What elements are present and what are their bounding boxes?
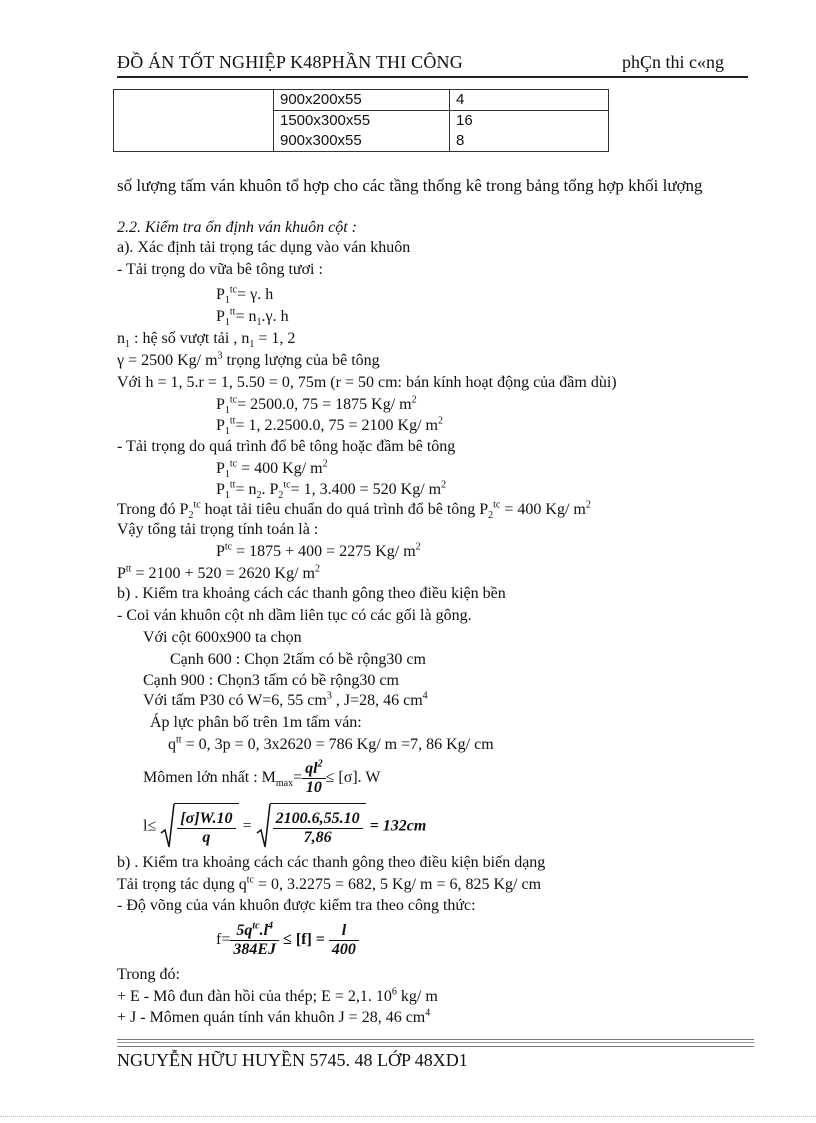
formula-part: Mômen lớn nhất : M <box>143 769 276 786</box>
formula-sup: tc <box>229 458 238 470</box>
fraction-denominator: 7,86 <box>303 828 332 846</box>
numerator-text: .l <box>259 921 269 939</box>
text-line: Áp lực phân bố trên 1m tấm ván: <box>150 714 362 731</box>
fraction-numerator <box>302 760 325 779</box>
formula-sub: 1 <box>256 317 262 329</box>
formula-part: P <box>216 308 225 325</box>
text-sub: 1 <box>125 339 130 351</box>
text-line: b) . Kiểm tra khoảng cách các thanh gông theo điều kiện biến dạng <box>117 854 546 871</box>
text-part: Trong đó P <box>117 501 189 518</box>
fraction <box>177 810 235 847</box>
numerator-text: 5q <box>236 921 253 939</box>
fraction <box>329 922 359 959</box>
formula-part: = γ. h <box>237 286 274 303</box>
formula-part: = n <box>235 481 257 498</box>
fraction-numerator: l <box>329 922 359 941</box>
fraction-numerator: 2100.6,55.10 <box>273 810 363 829</box>
text-line <box>117 987 438 1007</box>
formula-sup: 2 <box>415 541 421 553</box>
formula-sup: tt <box>229 306 236 318</box>
formula-part: = 2500.0, 75 = 1875 Kg/ m <box>237 396 412 413</box>
table-cell-size: 1500x300x55 <box>274 111 450 132</box>
radical-sign-icon <box>160 803 176 849</box>
formula-sub: 1 <box>224 426 230 438</box>
text-line: Vậy tổng tải trọng tính toán là : <box>117 521 319 538</box>
formula-sup: 2 <box>322 458 328 470</box>
formula-part: = 1, 3.400 = 520 Kg/ m <box>290 481 442 498</box>
text-line: a). Xác định tải trọng tác dụng vào ván khuôn <box>117 239 411 256</box>
text-line <box>117 500 591 520</box>
formula-sup: tt <box>176 734 182 746</box>
text-part: Tải trọng tác dụng q <box>117 876 247 893</box>
text-sub: 1 <box>249 339 255 351</box>
text-line: Với h = 1, 5.r = 1, 5.50 = 0, 75m (r = 50 cm: bán kính hoạt động của đầm dùi) <box>117 374 617 391</box>
formula-part: = 0, 3p = 0, 3x2620 = 786 Kg/ m =7, 86 Kg/ cm <box>181 736 494 753</box>
formula-part: = 1, 2.2500.0, 75 = 2100 Kg/ m <box>235 417 438 434</box>
text-line: - Tải trọng do quá trình đổ bê tông hoặc đầm bê tông <box>117 438 456 455</box>
formula-spacing <box>143 803 426 851</box>
formula-sub: max <box>275 778 294 790</box>
formula-part: P <box>117 565 126 582</box>
numerator-sup: 4 <box>268 920 274 932</box>
page-edge-divider <box>0 1116 816 1117</box>
text-line <box>117 1008 430 1028</box>
text-line <box>143 691 428 711</box>
formula-part: P <box>216 481 225 498</box>
sqrt-2 <box>256 803 366 851</box>
header-title: ĐỒ ÁN TỐT NGHIỆP K48PHẦN THI CÔNG <box>117 52 463 72</box>
formula-part: q <box>168 736 176 753</box>
formula-part: = 400 Kg/ m <box>237 460 323 477</box>
table-cell-size: 900x200x55 <box>274 90 450 111</box>
numerator-text: ql <box>305 759 318 777</box>
text-sup: 3 <box>326 690 332 702</box>
text-part: trọng lượng của bê tông <box>222 352 380 369</box>
formula-part: P <box>216 460 225 477</box>
footer-rule <box>117 1039 754 1047</box>
formula-line <box>216 459 328 479</box>
table-cell-name <box>114 90 274 152</box>
text-part: Với tấm P30 có W=6, 55 cm <box>143 692 327 709</box>
formula-part: = n <box>235 308 257 325</box>
text-line: Cạnh 900 : Chọn3 tấm có bề rộng30 cm <box>143 672 399 689</box>
paragraph-summary: số lượng tấm ván khuôn tổ hợp cho các tầng thống kê trong bảng tổng hợp khối lượng <box>117 176 703 195</box>
formula-sup: 2 <box>437 415 443 427</box>
formula-line <box>216 542 421 562</box>
formula-sup: tt <box>229 415 236 427</box>
formula-sub: 1 <box>224 405 230 417</box>
numerator-sup: 2 <box>317 758 323 770</box>
formula-result: = 132cm <box>369 817 427 835</box>
text-line: Với cột 600x900 ta chọn <box>143 629 302 646</box>
formula-part: ≤ [σ]. W <box>325 769 381 786</box>
table-row <box>114 90 609 111</box>
formula-sub: 1 <box>224 469 230 481</box>
radical-sign-icon <box>256 803 272 849</box>
formula-sub: 1 <box>224 317 230 329</box>
text-sup: tc <box>193 499 201 511</box>
formula-sub: 2 <box>256 490 262 502</box>
formula-line <box>216 307 289 327</box>
header-rule <box>117 76 748 78</box>
text-part: kg/ m <box>396 988 438 1005</box>
formula-part: = <box>293 769 303 786</box>
text-part: γ = 2500 Kg/ m <box>117 352 218 369</box>
text-part: = 400 Kg/ m <box>500 501 586 518</box>
formula-sub: 1 <box>224 295 230 307</box>
text-line: - Độ võng của ván khuôn được kiểm tra theo công thức: <box>117 897 476 914</box>
formwork-table <box>113 89 609 152</box>
text-line: - Tải trọng do vữa bê tông tươi : <box>117 261 323 278</box>
formula-part: ≤ [f] = <box>283 931 325 948</box>
text-sup: 6 <box>391 986 397 998</box>
formula-sup: 2 <box>441 479 447 491</box>
formula-part: P <box>216 417 225 434</box>
formula-part: . P <box>261 481 279 498</box>
text-part: , J=28, 46 cm <box>331 692 423 709</box>
table-cell-count: 8 <box>450 131 609 152</box>
formula-line <box>168 735 494 755</box>
text-sup: 2 <box>585 499 591 511</box>
fraction-denominator: 400 <box>331 940 356 958</box>
header-section: phÇn thi c«ng <box>622 52 724 72</box>
formula-sup: tc <box>229 394 238 406</box>
text-line <box>117 351 380 371</box>
text-line <box>117 329 295 349</box>
text-part: + J - Mômen quán tính ván khuôn J = 28, 46 cm <box>117 1009 426 1026</box>
formula-part: = 2100 + 520 = 2620 Kg/ m <box>131 565 315 582</box>
table-cell-size: 900x300x55 <box>274 131 450 152</box>
formula-line <box>216 416 443 436</box>
fraction <box>273 810 363 847</box>
formula-sup: tc <box>224 541 233 553</box>
fraction-numerator: [σ]W.10 <box>177 810 235 829</box>
formula-sub: 1 <box>224 490 230 502</box>
text-sup: tc <box>493 499 501 511</box>
formula-sup: tc <box>229 284 238 296</box>
fraction <box>302 760 325 797</box>
text-line: b) . Kiểm tra khoảng cách các thanh gông theo điều kiện bền <box>117 585 506 602</box>
formula-sup: tc <box>283 479 291 491</box>
formula-part: P <box>216 286 225 303</box>
text-line: Trong đó: <box>117 966 180 983</box>
text-sup: tc <box>246 874 254 886</box>
text-part: : hệ số vượt tải , n <box>130 330 250 347</box>
formula-line <box>216 480 446 500</box>
formula-part: f= <box>216 931 231 948</box>
formula-sup: tt <box>125 563 132 575</box>
text-line: - Coi ván khuôn cột nh dầm liên tục có các gối là gông. <box>117 607 472 624</box>
fraction-denominator: 384EJ <box>233 940 277 958</box>
footer-author: NGUYỄN HỮU HUYỀN 5745. 48 LỚP 48XD1 <box>117 1050 468 1070</box>
table-cell-count: 16 <box>450 111 609 132</box>
text-part: = 1, 2 <box>254 330 296 347</box>
table-cell-count: 4 <box>450 90 609 111</box>
text-sup: 4 <box>422 690 428 702</box>
formula-sup: 2 <box>314 563 320 575</box>
formula-line <box>117 564 320 584</box>
formula-sub: 2 <box>278 490 284 502</box>
text-part: n <box>117 330 125 347</box>
formula-part: P <box>216 543 225 560</box>
formula-sup: tt <box>229 479 236 491</box>
text-sup: 4 <box>425 1007 431 1019</box>
formula-line <box>216 285 273 305</box>
text-sub: 2 <box>188 510 194 522</box>
sqrt-1 <box>160 803 238 851</box>
numerator-sup: tc <box>252 920 260 932</box>
fraction-denominator: q <box>202 828 211 846</box>
formula-part: = <box>242 817 252 835</box>
formula-moment <box>143 758 380 798</box>
text-line <box>117 875 541 895</box>
text-sub: 2 <box>488 510 494 522</box>
text-part: = 0, 3.2275 = 682, 5 Kg/ m = 6, 825 Kg/ cm <box>253 876 542 893</box>
text-sup: 3 <box>217 350 223 362</box>
fraction-numerator <box>230 922 279 941</box>
fraction <box>230 922 279 959</box>
formula-part: P <box>216 396 225 413</box>
section-heading: 2.2. Kiểm tra ổn định ván khuôn cột : <box>117 219 357 236</box>
text-line: Cạnh 600 : Chọn 2tấm có bề rộng30 cm <box>170 651 426 668</box>
formula-part: .γ. h <box>261 308 289 325</box>
formula-deflection <box>216 920 359 960</box>
formula-part: l≤ <box>143 817 157 835</box>
fraction-denominator: 10 <box>305 778 322 796</box>
text-part: + E - Mô đun đàn hồi của thép; E = 2,1. 10 <box>117 988 392 1005</box>
formula-part: = 1875 + 400 = 2275 Kg/ m <box>232 543 416 560</box>
text-part: hoạt tải tiêu chuẩn do quá trình đổ bê tông P <box>200 501 489 518</box>
formula-sup: 2 <box>411 394 417 406</box>
formula-line <box>216 395 417 415</box>
